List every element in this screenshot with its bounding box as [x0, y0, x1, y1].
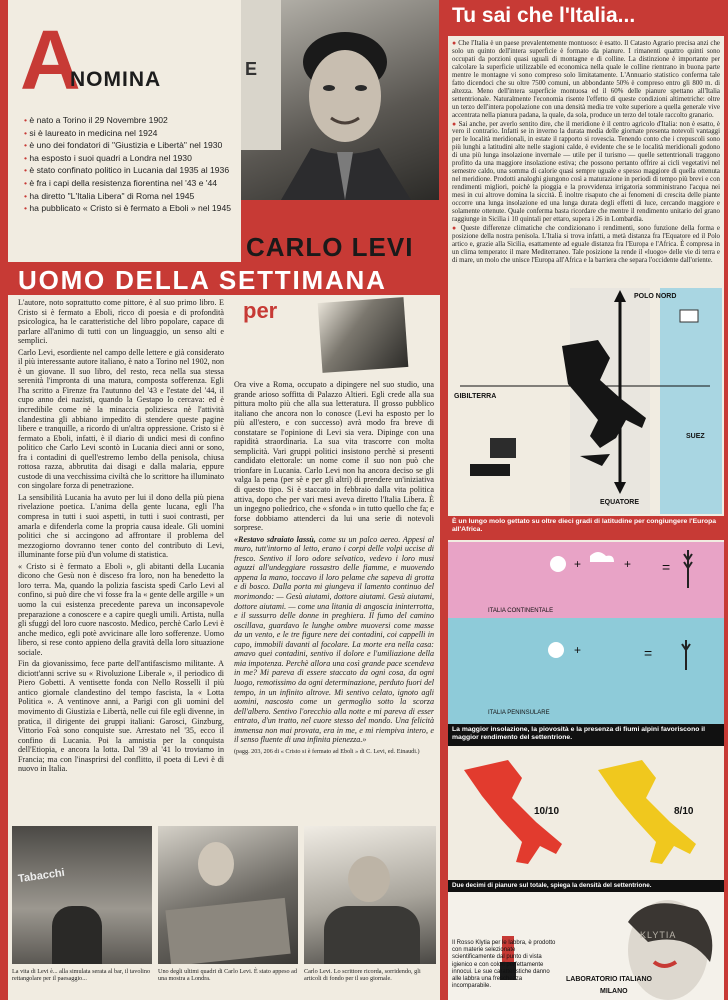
bar-figure [52, 906, 102, 964]
sun-icon-2 [548, 642, 564, 658]
portrait-illustration [241, 0, 439, 200]
bio-item: • ha diretto "L'Italia Libera" di Roma nel 1945 [24, 190, 195, 201]
bio-item: • è fra i capi della resistenza fiorentina nel '43 e '44 [24, 177, 218, 188]
quote-body: come su un palco aereo. Appesi al muro, tutt'intorno al letto, erano i corpi delle volpi uccise di fresco. Sentivo il loro odore selvatico, vedevo i loro musi aguzzi all'undeggiare rossastro delle fiamme, e muovendo appena la mano, toccavo il loro pelame che sapeva di grotta e di bosco. Dalla porta mi giungeva il lamento continuo del morimondo: — Gesù aiutami, dottore aiutami. Gesù aiutami, dottore aiutami. — come una litania di angoscia ininterrotta, e il sussurro delle donne in preghiera. Il fumo del camino oscillava, guardavo le lunghe ombre muoversi come masse da un vento, e le tre figure nere dei contadini, coi cappelli in capo, immobili davanti al focolare. La morte era nella casa: amavo quei contadini, sentivo il dolore e l'umiliazione della mia impotenza. Perchè allora una così grande pace scendeva in me? Mi pareva di essere staccato da ogni cosa, da ogni luogo, remotissimo da ogni determinazione, perduto fuori del tempo, in un infinito altrove. Mi sentivo celato, ignoto agli uomini, nascosto come un germoglio sotto la scorza dell'albero. Sentivo l'orecchio alla notte e mi pareva di esser entrato, d'un tratto, nel cuore stesso del mondo. Una felicità immensa non mai provata, era in me, e mi riempiva intero, e il senso fluente di una infinita pienezza.» [234, 534, 434, 745]
caption-writing: Carlo Levi. Lo scrittore ricorda, sorridendo, gli articoli di fondo per il suo giornale. [304, 968, 421, 982]
svg-text:+: + [624, 557, 632, 571]
ad-city: MILANO [600, 988, 628, 995]
big-letter-a: A [20, 13, 81, 107]
caption-painting: Uno degli ultimi quadri di Carlo Levi. È stato appeso ad una mostra a Londra. [158, 968, 298, 982]
article-para: L'autore, noto soprattutto come pittore, è al suo primo libro. E Cristo si è fermato a Eboli, ricco di poesia e di profondità psicologica, ha le caratteristiche del libro popolare, capace di parlare all'animo di tutti con un linguaggio, un senso alti e semplici. [18, 298, 224, 346]
right-para: ● Queste differenze climatiche che condizionano i rendimenti, sono funzione della forma e posizione della nostra penisola. L'Italia si trova infatti, a metà distanza fra l'Equatore ed il Polo artico e, grazie alla Sicilia, esattamente ad eguale distanza fra l'Europa e l'Africa. È compresa in un clima temperato: il mare Mediterraneo. Tale posizione la rende il «luogo» delle vie di terra e di mare, un molo che unisce l'Europa all'Africa e la barriera che separa l'occidente dall'oriente. [452, 224, 720, 264]
climate-diagram [448, 542, 724, 724]
per-label: per [243, 298, 278, 323]
right-para: ● Che l'Italia è un paese prevalentemente montuoso: è esatto. Il Catasto Agrario precisa anzi che solo un quinto dell'intera superficie è formato da pianure. I rimanenti quattro quinti sono occupati da porzioni quasi uguali di montagne e di colline. La distinzione è importante per calcolare la superficie utilizzabile ed economica nella quale le colline rientrano in buona parte mentre le montagne vi sono compreso solo limitatamente. L'Annuario statistico conferma tale fatto dicendoci che su oltre 7500 comuni, un abbondante 50% è compreso entro gli 800 m. di altezza. Meno dell'intera superficie montuosa ed il 60% delle pianure spettano all'Italia settentrionale. Naturalmente l'economia risente l'effetto di queste condizioni altimetriche: oltre un terzo dell'intera popolazione con una densità media tre volte superiore a quella generale vive accentrata nella pianura padana, la quale, da sola, produce un terzo del totale raccolto granario. [452, 40, 720, 119]
caption-climate: La maggior insolazione, la piovosità e la presenza di fiumi alpini favoriscono il maggior rendimento del settentrione. [452, 726, 706, 742]
bio-list [24, 114, 264, 215]
svg-text:=: = [662, 559, 671, 575]
ratio-maps [452, 752, 720, 876]
portrait-photo [241, 0, 439, 200]
painting-canvas [165, 898, 290, 964]
ad-brand: KLYTIA [640, 930, 677, 940]
quote-lead: «Restavo sdraiato lassù, [234, 534, 316, 544]
map-label-equatore: EQUATORE [600, 499, 640, 506]
quote-source: (pagg. 203, 206 di « Cristo si è fermato ad Eboli » di C. Levi, ed. Einaudi.) [234, 747, 420, 755]
writer-body [324, 906, 420, 964]
svg-text:+: + [574, 643, 582, 657]
caption-bar: La vita di Levi è... alla simulata serata al bar, il tavolino rettangolare per il paesaggio... [12, 968, 151, 982]
svg-text:E: E [245, 59, 258, 79]
right-title: Tu sai che l'Italia... [452, 4, 636, 27]
bio-item: • è nato a Torino il 29 Novembre 1902 [24, 115, 168, 125]
quote-para [234, 535, 434, 745]
map-italy-molo [450, 288, 722, 514]
bio-item: • ha esposto i suoi quadri a Londra nel 1930 [24, 152, 192, 163]
book-cover-photo [318, 297, 409, 373]
svg-text:+: + [574, 557, 582, 571]
map-label-polo-nord: POLO NORD [634, 293, 677, 300]
nomina-label: NOMINA [70, 68, 162, 91]
label-italia-peninsulare: ITALIA PENINSULARE [488, 710, 550, 716]
article-para: Ora vive a Roma, occupato a dipingere nel suo studio, una grande arioso soffitta di Palazzo Altieri. Egli crede alla sua pittura molto più che alla sua letteratura. Il grosso pubblico italiano che ancora non lo conosce (Levi ha esposto per lo più all'estero, e con successo) avrà modo fra breve di constatare se l'opinione di Levi sia vera. Dipinge con una rapidità straordinaria. La sua vita trascorre con molta semplicità. Vari gruppi politici insistono perchè si presenti candidato elettorale: un nome come il suo non può che trionfare in Lucania. Carlo Levi non ha ancora deciso se gli valga la pena (per sè e per gli altri) di prendere un'iniziativa di questo tipo. Si è staccato in febbraio dalla vita politica attiva, dopo che per vari mesi aveva diretto l'Italia Libera. È un ingegno poliedrico, che « sfonda » in tutto quello che fa; e forse dobbiamo attenderci da lui una serie di notevoli sorprese. [234, 380, 434, 533]
ad-company: LABORATORIO ITALIANO [566, 976, 652, 983]
article-para: Carlo Levi, esordiente nel campo delle lettere e già considerato il più interessante autore italiano, è nato a Torino nel 1902, non è un giovane. Il suo libro, del resto, reca nella sua stessa serenità l'impronta di una matura, composta sofferenza. Egli l'ha scritto a Firenze fra l'autunno del '43 e l'estate del '44, il cupo anno dei nazisti, quando la Gestapo lo cercava: ed è incredibile come nè la minaccia poliziesca nè l'attività clandestina gli abbiano impedito di stendere queste pagine libere e tranquille, a ricordo di un'altra oppressione. Cristo si è fermato a Eboli, infatti, è il diario di undici mesi di confino politico che Carlo Levi scontò in Lucania dieci anni or sono, fra i contadini di quell'estremo lembo della penisola, chiusa rottosa razza, abbrutita dai disagi e dalla malaria, eppure custode di una vecchissima civiltà che lo scrittore ha illuminato con singolare forza di penetrazione. [18, 347, 224, 491]
article-col2 [234, 380, 434, 820]
writer-head [348, 856, 390, 902]
bio-item: • è stato confinato politico in Lucania dal 1935 al 1936 [24, 165, 230, 176]
svg-text:=: = [644, 645, 653, 661]
map-label-gibilterra: GIBILTERRA [454, 393, 497, 400]
sun-icon [550, 556, 566, 572]
right-text [452, 40, 720, 280]
name-title: CARLO LEVI [246, 232, 414, 262]
bio-item: • è uno dei fondatori di "Giustizia e Libertà" nel 1930 [24, 140, 223, 151]
article-col1 [18, 298, 224, 818]
ratio-right: 8/10 [674, 806, 694, 817]
map-label-suez: SUEZ [686, 433, 705, 440]
article-para: « Cristo si è fermato a Eboli », gli abitanti della Lucania dicono che Gesù non è disceso fra loro, non ha benedetto la loro terra. Ma, quando la polizia fascista spedì Carlo Levi al confino, si può dire che vi fosse fra la « gente delle argille » un uomo la cui esistenza precedente pareva un inconsapevole preparazione a conoscere e a capire quegli umili. Artista, nulla gli sfuggì del loro cuore nascosto. Medico, perchè Carlo Levi è anche medico, egli potè avvicinare alle loro sofferenze. Uomo libero, si rese conto appieno della gravità della loro situazione sociale. [18, 561, 224, 657]
label-italia-continentale: ITALIA CONTINENTALE [488, 608, 554, 614]
bio-item: • ha pubblicato « Cristo si è fermato a Eboli » nel 1945 [24, 203, 232, 214]
article-para: Fin da giovanissimo, fece parte dell'antifascismo militante. A diciott'anni scrive su « Rivoluzione Liberale », il periodico di Piero Gobetti. A ventisette fonda con Nello Rosselli il più antico giornale clandestino del tempo fascista, la « Lotta Politica ». A ventinove anni, a Parigi con gli uomini del movimento di Giustizia e Libertà, nelle cui file egli divenne, in pratica, il dirigente dei gruppi italiani: Garosci, Ginzburg, Vittorio Foà sono conquiste sue. Arrestato nel '35, ecco il confino di Lucania. Poi la amnistia per la conquista dell'Etiopia, e ancora la lotta. Dal '39 al '41 lo troviamo in Francia; ma con l'inasprirsi del conflitto, il poeta di Levi è di nuovo in Italia. [18, 659, 224, 774]
bio-item: • si è laureato in medicina nel 1924 [24, 127, 158, 138]
photo-writing [304, 826, 436, 964]
photo-painting [158, 826, 298, 964]
ad-text: Il Rosso Klytia per le labbra, è prodotto con materie selezionate scientificamente dal punto di vista igienico e con colori perfettamente innocui. Le sue caratteristiche danno alle labbra una freschezza incomparabile. [452, 940, 556, 990]
banner-title: UOMO DELLA SETTIMANA [18, 265, 387, 295]
photo-bar [12, 826, 152, 964]
caption-ratio: Due decimi di pianure sul totale, spiega la densità del settentrione. [452, 882, 652, 889]
article-para: La sensibilità Lucania ha avuto per lui il dono della più piena rivelazione poetica. L'anima della gente lucana, egli l'ha compresa in tutti i suoi aspetti, in tutti i suoi contrasti, per amarla e difenderla come la propria causa ideale. Gli uomini politici che si accingono ad affrontare il problema del mezzogiorno dovranno tener conto del contributo di Levi, illuminante forse più d'un volume di statistica. [18, 492, 224, 560]
ratio-left: 10/10 [534, 806, 560, 817]
right-para: ● Sai anche, per averlo sentito dire, che il meridione è il centro agricolo d'Italia: non è esatto, è vero il contrario. Infatti se in inverno la durata media delle giornate presenta notevoli vantaggi per le località meridionali, in estate il rapporto si rovescia. Tenendo conto che i crepuscoli sono più lunghi a latitudini alte nelle stagioni calde, è evidente che se le località meridionali godono di una più lunga insolazione invernale — utile per il turismo — quelle settentrionali traggono profitto da una maggiore insolazione estiva; che possono pertanto offrire ai cicli vegetativi nel semestre caldo, una somma di calorie quasi sempre uguale e spesso maggiore di quella ottenuta nel meridione. Prodotti analoghi giungono così a maturazione in periodi di tempo più brevi e con rendimenti migliori, poichè la pioggia e la provvidenza irrigatoria somministrano l'acqua nei mesi in cui altrove domina la siccità. È inoltre risaputo che ai fenomeni di crescita delle piante occorre una lunga insolazione ed una lunga durata degli effetti di luce, cercando maggiore e solamente ottenute. Quale conferma basta ricordare che mentre il rendimento unitario del grano raggiunge in Sicilia i 10 quintali per ettaro, supera i 26 in Lombardia. [452, 120, 720, 223]
painting-figure [198, 842, 234, 886]
caption-map1: È un lungo molo gettato su oltre dieci gradi di latitudine per congiungere l'Europa all'Africa. [452, 518, 717, 534]
bar-sign: Tabacchi [17, 866, 66, 886]
